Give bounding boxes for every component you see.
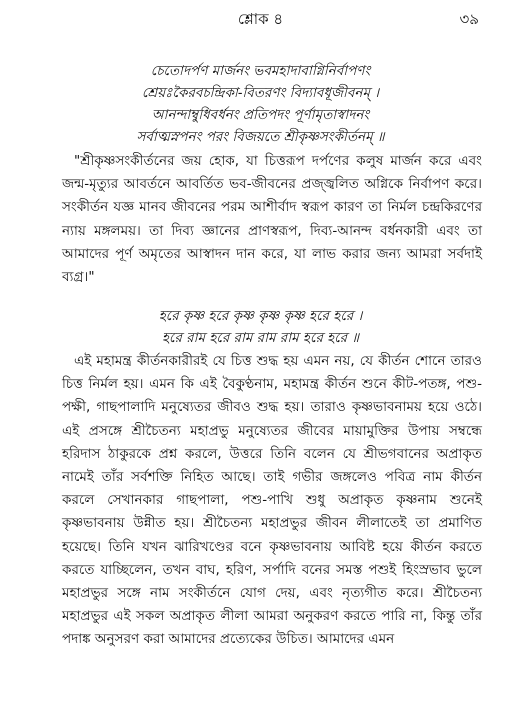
body-paragraph: এই মহামন্ত্র কীর্তনকারীরই যে চিত্ত শুদ্ধ হয় এমন নয়, যে কীর্তন শোনে তারও চিত্ত নির্মল হয়। এমন কি এই বৈকুণ্ঠনাম, মহামন্ত্র কীর্তন শুনে কীট-পতঙ্গ, পশু-পক্ষী, গাছপালাদি মনুষ্যেতর জীবও শুদ্ধ হয়। তারাও কৃষ্ণভাবনাময় হয়ে ওঠে। এই প্রসঙ্গে শ্রীচৈতন্য মহাপ্রভু মনুষ্যেতর জীবের মায়ামুক্তির উপায় সম্বন্ধে হরিদাস ঠাকুরকে প্রশ্ন করলে, উত্তরে তিনি বলেন যে শ্রীভগবানের অপ্রাকৃত নামেই তাঁর সর্বশক্তি নিহিত আছে। তাই গভীর জঙ্গলেও পবিত্র নাম কীর্তন করলে সেখানকার গাছপালা, পশু-পাখি শুধু অপ্রাকৃত কৃষ্ণনাম শুনেই কৃষ্ণভাবনায় উন্নীত হয়। শ্রীচৈতন্য মহাপ্রভুর জীবন লীলাতেই তা প্রমাণিত হয়েছে। তিনি যখন ঝারিখণ্ডের বনে কৃষ্ণভাবনায় আবিষ্ট হয়ে কীর্তন করতে করতে যাচ্ছিলেন, তখন বাঘ, হরিণ, সর্পাদি বনের সমস্ত পশুই হিংস্রভাব ভুলে মহাপ্রভুর সঙ্গে নাম সংকীর্তনে যোগ দেয়, এবং নৃত্যগীত করে। শ্রীচৈতন্য মহাপ্রভুর এই সকল অপ্রাকৃত লীলা আমরা অনুকরণ করতে পারি না, কিন্তু তাঁর পদাঙ্ক অনুসরণ করা আমাদের প্রত্যেকের উচিত। আমাদের এমন — [62, 353, 482, 648]
verse-line: হরে কৃষ্ণ হরে কৃষ্ণ কৃষ্ণ কৃষ্ণ হরে হরে । — [158, 308, 363, 324]
verse-line: হরে রাম হরে রাম রাম রাম হরে হরে ॥ — [161, 330, 360, 346]
page-number: ৩৯ — [459, 10, 479, 28]
chapter-heading: শ্লোক ৪ — [237, 10, 284, 28]
sanskrit-verse — [0, 60, 521, 148]
mahamantra-verse — [0, 305, 521, 349]
page-header — [0, 6, 521, 34]
verse-line: চেতোদর্পণ মার্জনং ভবমহাদাবাগ্নিনির্বাপণং — [150, 63, 371, 79]
translation-paragraph: "শ্রীকৃষ্ণসংকীর্তনের জয় হোক, যা চিত্তরূপ দর্পণের কলুষ মার্জন করে এবং জন্ম-মৃত্যুর আবর্তনে আবর্তিত ভব-জীবনের প্রজ্জ্বলিত অগ্নিকে নির্বাপণ করে। সংকীর্তন যজ্ঞ মানব জীবনের পরম আশীর্বাদ স্বরূপ কারণ তা নির্মল চন্দ্রকিরণের ন্যায় মঙ্গলময়। তা দিব্য জ্ঞানের প্রাণস্বরূপ, দিব্য-আনন্দ বর্ধনকারী এবং তা আমাদের পূর্ণ অমৃতের আস্বাদন দান করে, যা লাভ করার জন্য আমরা সর্বদাই ব্যগ্র।" — [62, 153, 482, 286]
verse-line: আনন্দাম্বুধিবর্ধনং প্রতিপদং পূর্ণামৃতাস্বাদনং — [151, 107, 370, 123]
verse-line: সর্বাত্মস্নপনং পরং বিজয়তে শ্রীকৃষ্ণসংকীর্তনম্ ॥ — [136, 129, 385, 145]
verse-line: শ্রেয়ঃকৈরবচন্দ্রিকা-বিতরণং বিদ্যাবধূজীবনম্ । — [141, 85, 380, 101]
